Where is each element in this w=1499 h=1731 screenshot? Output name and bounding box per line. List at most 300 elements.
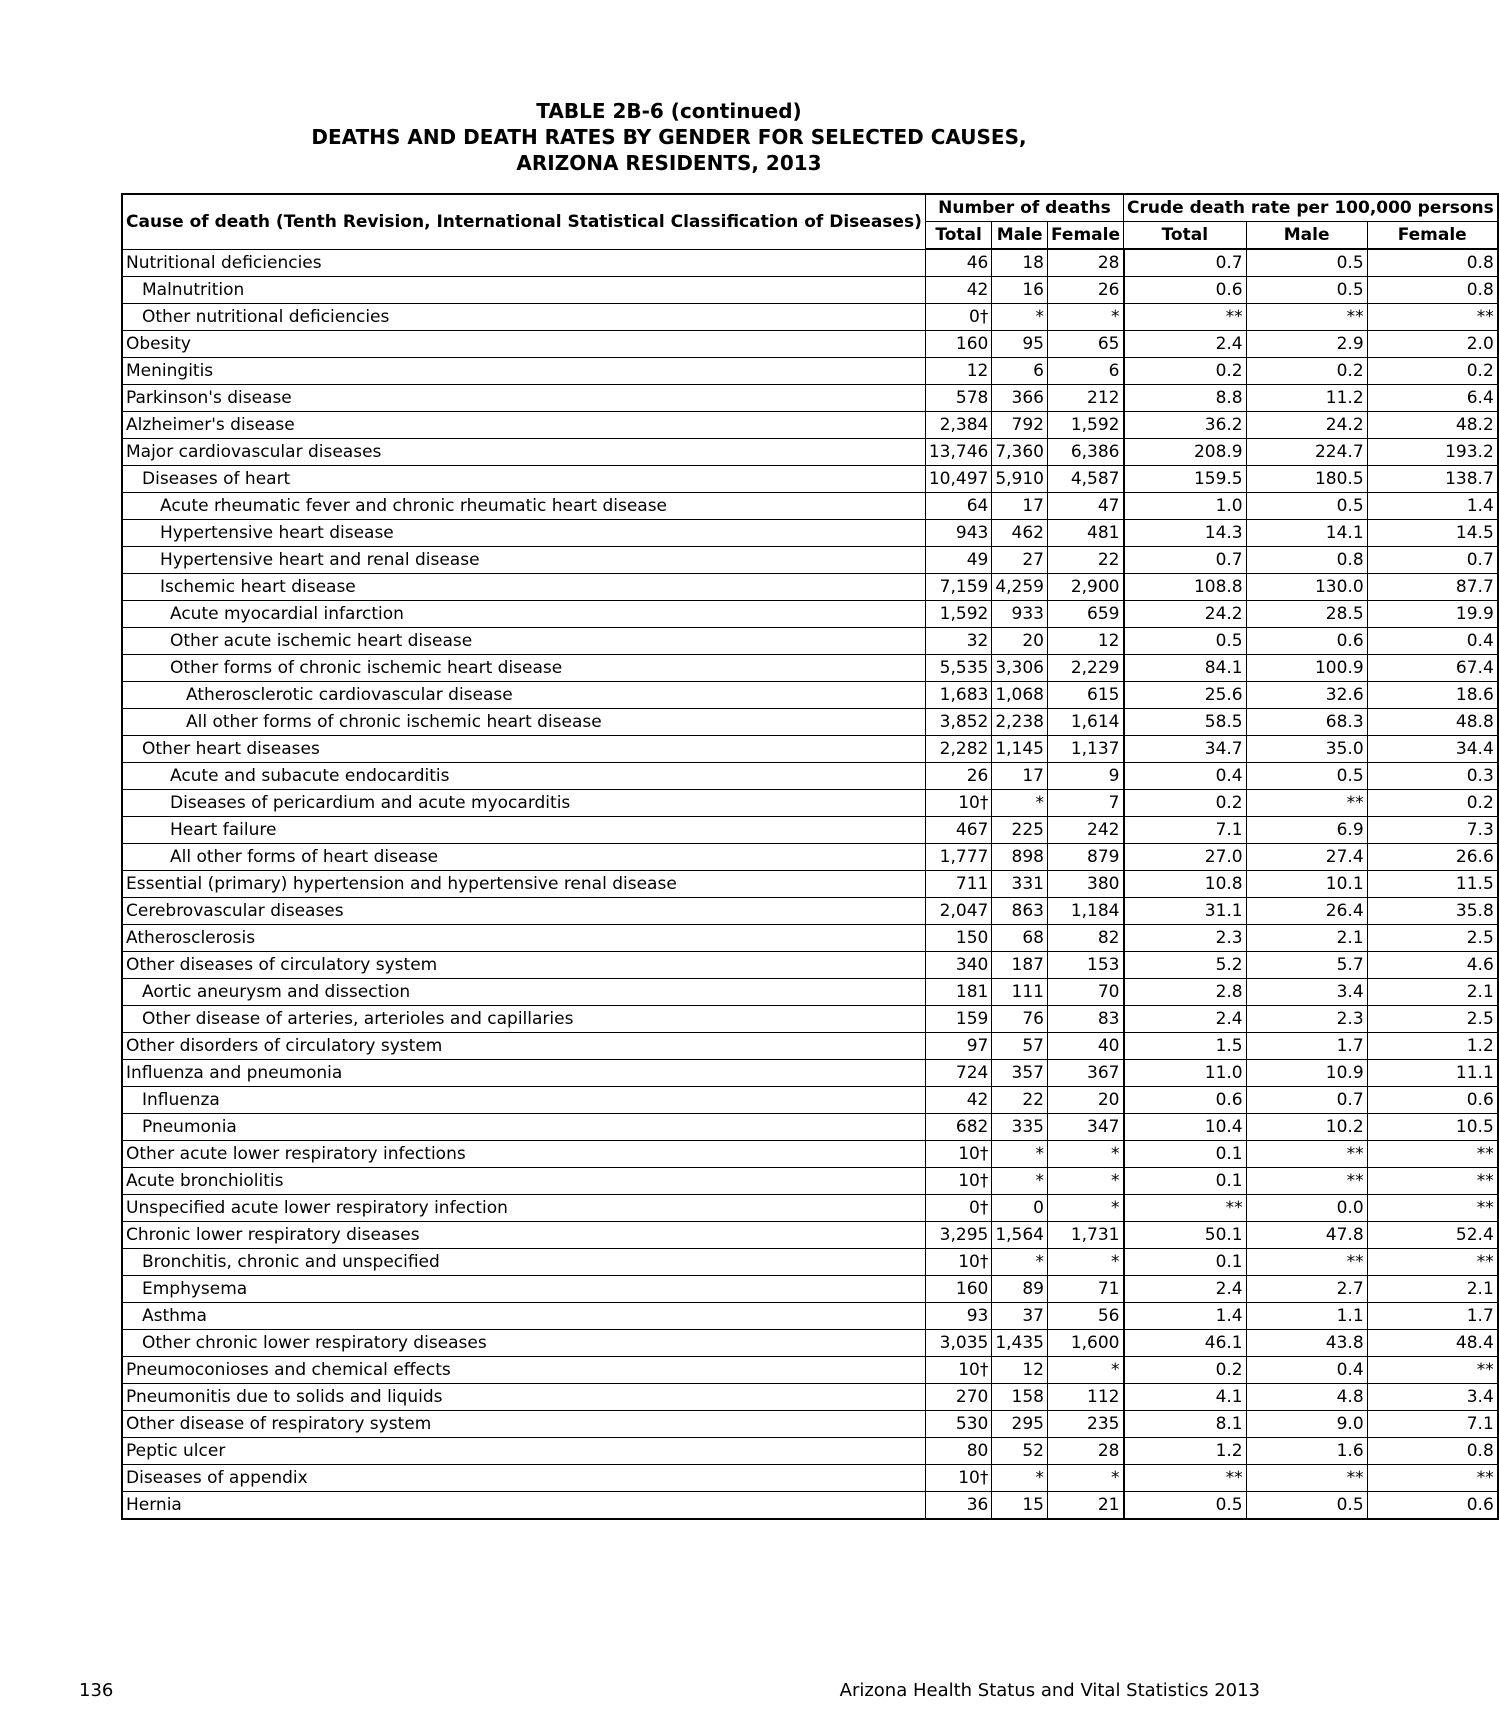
deaths-total-cell: 10† [925,1168,991,1195]
rate-total-cell: 25.6 [1124,682,1247,709]
cause-cell: Other disease of respiratory system [122,1411,925,1438]
deaths-female-cell: 28 [1048,249,1124,277]
rate-total-cell: 0.6 [1124,277,1247,304]
deaths-female-cell: 242 [1048,817,1124,844]
deaths-female-cell: 1,184 [1048,898,1124,925]
cause-cell: Emphysema [122,1276,925,1303]
cause-cell: Influenza [122,1087,925,1114]
rate-male-cell: 0.8 [1246,547,1367,574]
rate-total-cell: 108.8 [1124,574,1247,601]
rate-male-cell: 2.9 [1246,331,1367,358]
deaths-total-cell: 13,746 [925,439,991,466]
deaths-total-header: Total [925,222,991,250]
deaths-male-cell: 158 [992,1384,1048,1411]
table-row [122,574,1498,601]
rate-female-cell: 0.6 [1367,1492,1498,1520]
deaths-total-cell: 2,047 [925,898,991,925]
deaths-male-cell: 792 [992,412,1048,439]
rate-total-cell: 0.1 [1124,1168,1247,1195]
rate-female-cell: 1.2 [1367,1033,1498,1060]
deaths-male-cell: 57 [992,1033,1048,1060]
rate-female-cell: 2.1 [1367,1276,1498,1303]
table-row [122,628,1498,655]
rate-total-cell: 1.2 [1124,1438,1247,1465]
deaths-male-cell: 4,259 [992,574,1048,601]
deaths-male-cell: 22 [992,1087,1048,1114]
table-row [122,249,1498,277]
deaths-male-cell: 933 [992,601,1048,628]
deaths-male-cell: 3,306 [992,655,1048,682]
rate-female-cell: 138.7 [1367,466,1498,493]
cause-cell: Alzheimer's disease [122,412,925,439]
deaths-total-cell: 530 [925,1411,991,1438]
table-row [122,1222,1498,1249]
deaths-male-cell: 111 [992,979,1048,1006]
rate-total-cell: 4.1 [1124,1384,1247,1411]
rate-total-cell: 0.5 [1124,628,1247,655]
rate-female-cell: 0.6 [1367,1087,1498,1114]
deaths-total-cell: 10† [925,1465,991,1492]
deaths-female-cell: 70 [1048,979,1124,1006]
deaths-female-cell: 659 [1048,601,1124,628]
deaths-total-cell: 10† [925,1249,991,1276]
rate-female-cell: ** [1367,1168,1498,1195]
deaths-female-cell: 22 [1048,547,1124,574]
cause-cell: Other forms of chronic ischemic heart disease [122,655,925,682]
deaths-total-cell: 42 [925,1087,991,1114]
deaths-female-cell: * [1048,1249,1124,1276]
rate-total-cell: 1.0 [1124,493,1247,520]
rate-male-cell: 32.6 [1246,682,1367,709]
deaths-total-cell: 724 [925,1060,991,1087]
deaths-total-cell: 42 [925,277,991,304]
rate-male-cell: ** [1246,1168,1367,1195]
deaths-total-cell: 160 [925,331,991,358]
rate-total-cell: 0.2 [1124,1357,1247,1384]
rate-male-cell: 180.5 [1246,466,1367,493]
deaths-male-cell: 2,238 [992,709,1048,736]
table-row [122,979,1498,1006]
deaths-total-cell: 3,035 [925,1330,991,1357]
deaths-male-cell: 37 [992,1303,1048,1330]
rate-male-cell: ** [1246,304,1367,331]
table-row [122,736,1498,763]
cause-cell: Parkinson's disease [122,385,925,412]
rate-male-cell: 0.6 [1246,628,1367,655]
cause-cell: Unspecified acute lower respiratory infection [122,1195,925,1222]
deaths-female-cell: 6,386 [1048,439,1124,466]
table-row [122,790,1498,817]
deaths-total-cell: 160 [925,1276,991,1303]
deaths-female-cell: * [1048,1357,1124,1384]
deaths-total-cell: 7,159 [925,574,991,601]
table-row [122,1384,1498,1411]
deaths-male-cell: 12 [992,1357,1048,1384]
table-row [122,709,1498,736]
cause-cell: Aortic aneurysm and dissection [122,979,925,1006]
rate-total-cell: 1.4 [1124,1303,1247,1330]
deaths-female-cell: 40 [1048,1033,1124,1060]
rate-male-cell: 0.0 [1246,1195,1367,1222]
deaths-total-cell: 943 [925,520,991,547]
cause-cell: All other forms of heart disease [122,844,925,871]
table-row [122,682,1498,709]
rate-male-cell: 5.7 [1246,952,1367,979]
deaths-total-cell: 2,282 [925,736,991,763]
deaths-male-cell: * [992,1465,1048,1492]
rate-male-cell: 26.4 [1246,898,1367,925]
cause-cell: Other disorders of circulatory system [122,1033,925,1060]
deaths-female-cell: 82 [1048,925,1124,952]
rate-female-cell: 2.5 [1367,1006,1498,1033]
rate-female-cell: 2.1 [1367,979,1498,1006]
deaths-female-cell: 2,229 [1048,655,1124,682]
rate-female-cell: 11.1 [1367,1060,1498,1087]
rate-total-cell: 2.4 [1124,1006,1247,1033]
deaths-female-cell: 1,731 [1048,1222,1124,1249]
deaths-table [121,193,1499,1520]
rate-female-cell: 4.6 [1367,952,1498,979]
cause-cell: Pneumonitis due to solids and liquids [122,1384,925,1411]
table-row [122,844,1498,871]
rate-total-cell: 10.4 [1124,1114,1247,1141]
rate-female-cell: 0.2 [1367,358,1498,385]
cause-cell: All other forms of chronic ischemic heart disease [122,709,925,736]
cause-cell: Peptic ulcer [122,1438,925,1465]
rate-female-cell: 34.4 [1367,736,1498,763]
cause-cell: Asthma [122,1303,925,1330]
rate-male-cell: 10.2 [1246,1114,1367,1141]
deaths-male-cell: 357 [992,1060,1048,1087]
deaths-male-header: Male [992,222,1048,250]
rate-total-cell: 2.3 [1124,925,1247,952]
deaths-male-cell: 18 [992,249,1048,277]
deaths-male-cell: 6 [992,358,1048,385]
deaths-total-cell: 159 [925,1006,991,1033]
rate-male-cell: 2.1 [1246,925,1367,952]
cause-cell: Acute myocardial infarction [122,601,925,628]
cause-cell: Cerebrovascular diseases [122,898,925,925]
deaths-female-cell: 9 [1048,763,1124,790]
deaths-total-cell: 711 [925,871,991,898]
table-row [122,925,1498,952]
deaths-male-cell: 1,145 [992,736,1048,763]
cause-cell: Hypertensive heart disease [122,520,925,547]
table-row [122,1141,1498,1168]
table-row [122,898,1498,925]
cause-cell: Meningitis [122,358,925,385]
rate-female-cell: 11.5 [1367,871,1498,898]
deaths-female-cell: 481 [1048,520,1124,547]
table-row [122,1006,1498,1033]
cause-cell: Diseases of heart [122,466,925,493]
cause-cell: Atherosclerotic cardiovascular disease [122,682,925,709]
cause-cell: Essential (primary) hypertension and hypertensive renal disease [122,871,925,898]
deaths-total-cell: 3,295 [925,1222,991,1249]
rate-female-cell: 0.3 [1367,763,1498,790]
table-row [122,385,1498,412]
cause-cell: Other chronic lower respiratory diseases [122,1330,925,1357]
deaths-total-cell: 2,384 [925,412,991,439]
rate-male-cell: ** [1246,1141,1367,1168]
deaths-female-cell: 2,900 [1048,574,1124,601]
rate-male-cell: 0.5 [1246,763,1367,790]
deaths-male-cell: 17 [992,763,1048,790]
table-row [122,331,1498,358]
deaths-female-cell: 83 [1048,1006,1124,1033]
table-row [122,1303,1498,1330]
table-row [122,466,1498,493]
deaths-female-cell: 615 [1048,682,1124,709]
rate-male-cell: 0.2 [1246,358,1367,385]
rate-female-header: Female [1367,222,1498,250]
deaths-female-cell: 47 [1048,493,1124,520]
table-row [122,547,1498,574]
number-of-deaths-header: Number of deaths [925,194,1123,222]
rate-total-cell: 0.2 [1124,790,1247,817]
table-row [122,1465,1498,1492]
rate-female-cell: 35.8 [1367,898,1498,925]
deaths-female-cell: * [1048,1141,1124,1168]
deaths-male-cell: 16 [992,277,1048,304]
deaths-total-cell: 10† [925,1357,991,1384]
cause-cell: Influenza and pneumonia [122,1060,925,1087]
rate-male-cell: 9.0 [1246,1411,1367,1438]
rate-male-cell: 27.4 [1246,844,1367,871]
cause-cell: Heart failure [122,817,925,844]
deaths-male-cell: 462 [992,520,1048,547]
deaths-male-cell: * [992,1168,1048,1195]
deaths-male-cell: 76 [992,1006,1048,1033]
deaths-male-cell: 1,435 [992,1330,1048,1357]
table-row [122,655,1498,682]
table-row [122,601,1498,628]
title-line-3: ARIZONA RESIDENTS, 2013 [516,151,822,175]
table-row [122,763,1498,790]
rate-total-cell: 27.0 [1124,844,1247,871]
rate-female-cell: 52.4 [1367,1222,1498,1249]
deaths-male-cell: 95 [992,331,1048,358]
rate-total-cell: 31.1 [1124,898,1247,925]
table-row [122,817,1498,844]
deaths-male-cell: 1,068 [992,682,1048,709]
deaths-total-cell: 340 [925,952,991,979]
rate-total-cell: 0.2 [1124,358,1247,385]
rate-male-cell: 2.3 [1246,1006,1367,1033]
deaths-female-cell: 6 [1048,358,1124,385]
cause-cell: Diseases of appendix [122,1465,925,1492]
rate-female-cell: ** [1367,1195,1498,1222]
deaths-female-cell: * [1048,1195,1124,1222]
table-row [122,1060,1498,1087]
deaths-male-cell: 68 [992,925,1048,952]
table-row [122,1114,1498,1141]
cause-cell: Other nutritional deficiencies [122,304,925,331]
rate-female-cell: 1.7 [1367,1303,1498,1330]
deaths-male-cell: 331 [992,871,1048,898]
table-title [0,98,1338,176]
deaths-total-cell: 181 [925,979,991,1006]
cause-cell: Obesity [122,331,925,358]
rate-female-cell: 7.1 [1367,1411,1498,1438]
deaths-male-cell: * [992,790,1048,817]
cause-cell: Other disease of arteries, arterioles and capillaries [122,1006,925,1033]
deaths-total-cell: 10† [925,790,991,817]
rate-total-cell: 0.1 [1124,1249,1247,1276]
table-row [122,1033,1498,1060]
cause-cell: Pneumonia [122,1114,925,1141]
rate-male-cell: 28.5 [1246,601,1367,628]
rate-female-cell: 10.5 [1367,1114,1498,1141]
deaths-female-cell: 153 [1048,952,1124,979]
deaths-male-cell: 863 [992,898,1048,925]
deaths-total-cell: 270 [925,1384,991,1411]
cause-cell: Other acute lower respiratory infections [122,1141,925,1168]
rate-total-cell: 2.4 [1124,331,1247,358]
table-row [122,1087,1498,1114]
deaths-male-cell: 27 [992,547,1048,574]
deaths-total-cell: 5,535 [925,655,991,682]
rate-male-cell: 100.9 [1246,655,1367,682]
deaths-female-cell: 56 [1048,1303,1124,1330]
rate-female-cell: ** [1367,304,1498,331]
rate-male-cell: 10.1 [1246,871,1367,898]
title-line-1: TABLE 2B-6 (continued) [536,99,802,123]
rate-female-cell: 0.8 [1367,277,1498,304]
deaths-female-cell: * [1048,1465,1124,1492]
rate-male-cell: 0.7 [1246,1087,1367,1114]
cause-cell: Other heart diseases [122,736,925,763]
deaths-male-cell: 52 [992,1438,1048,1465]
rate-female-cell: 19.9 [1367,601,1498,628]
deaths-female-cell: 26 [1048,277,1124,304]
table-row [122,304,1498,331]
rate-male-cell: 43.8 [1246,1330,1367,1357]
deaths-male-cell: * [992,304,1048,331]
deaths-male-cell: 187 [992,952,1048,979]
rate-female-cell: 7.3 [1367,817,1498,844]
rate-male-cell: 0.5 [1246,493,1367,520]
rate-male-cell: 10.9 [1246,1060,1367,1087]
deaths-male-cell: 89 [992,1276,1048,1303]
deaths-female-cell: 1,592 [1048,412,1124,439]
rate-female-cell: ** [1367,1357,1498,1384]
rate-male-cell: 24.2 [1246,412,1367,439]
rate-male-cell: 47.8 [1246,1222,1367,1249]
death-rate-header: Crude death rate per 100,000 persons [1124,194,1498,222]
rate-male-cell: 1.6 [1246,1438,1367,1465]
table-body [122,249,1498,1519]
deaths-total-cell: 1,683 [925,682,991,709]
rate-male-cell: 68.3 [1246,709,1367,736]
rate-male-cell: 130.0 [1246,574,1367,601]
rate-total-cell: 11.0 [1124,1060,1247,1087]
deaths-total-cell: 93 [925,1303,991,1330]
deaths-total-cell: 97 [925,1033,991,1060]
deaths-total-cell: 1,592 [925,601,991,628]
table-row [122,412,1498,439]
deaths-total-cell: 0† [925,304,991,331]
title-line-2: DEATHS AND DEATH RATES BY GENDER FOR SELECTED CAUSES, [311,125,1027,149]
deaths-male-cell: 295 [992,1411,1048,1438]
deaths-total-cell: 80 [925,1438,991,1465]
deaths-total-cell: 3,852 [925,709,991,736]
deaths-male-cell: 17 [992,493,1048,520]
rate-male-cell: ** [1246,1465,1367,1492]
deaths-male-cell: 5,910 [992,466,1048,493]
rate-total-cell: 10.8 [1124,871,1247,898]
rate-total-cell: 34.7 [1124,736,1247,763]
rate-female-cell: 48.8 [1367,709,1498,736]
rate-female-cell: 18.6 [1367,682,1498,709]
rate-total-cell: 0.1 [1124,1141,1247,1168]
deaths-female-cell: 28 [1048,1438,1124,1465]
rate-female-cell: 0.7 [1367,547,1498,574]
deaths-female-cell: 380 [1048,871,1124,898]
rate-total-cell: 46.1 [1124,1330,1247,1357]
rate-male-cell: 11.2 [1246,385,1367,412]
publication-title: Arizona Health Status and Vital Statistics 2013 [839,1680,1260,1701]
rate-male-header: Male [1246,222,1367,250]
rate-total-cell: 159.5 [1124,466,1247,493]
deaths-total-cell: 150 [925,925,991,952]
rate-female-cell: 67.4 [1367,655,1498,682]
rate-female-cell: 0.8 [1367,249,1498,277]
deaths-total-cell: 26 [925,763,991,790]
rate-total-cell: 0.7 [1124,547,1247,574]
rate-female-cell: 2.0 [1367,331,1498,358]
deaths-total-cell: 12 [925,358,991,385]
cause-column-header: Cause of death (Tenth Revision, International Statistical Classification of Diseases) [122,194,925,249]
deaths-female-cell: 1,600 [1048,1330,1124,1357]
deaths-female-cell: 1,614 [1048,709,1124,736]
rate-total-cell: 0.5 [1124,1492,1247,1520]
rate-male-cell: 224.7 [1246,439,1367,466]
deaths-female-cell: 7 [1048,790,1124,817]
deaths-total-cell: 10,497 [925,466,991,493]
rate-male-cell: 35.0 [1246,736,1367,763]
deaths-total-cell: 1,777 [925,844,991,871]
rate-total-cell: ** [1124,1195,1247,1222]
cause-cell: Chronic lower respiratory diseases [122,1222,925,1249]
rate-total-cell: 208.9 [1124,439,1247,466]
deaths-female-cell: 21 [1048,1492,1124,1520]
rate-female-cell: 193.2 [1367,439,1498,466]
deaths-male-cell: 225 [992,817,1048,844]
deaths-total-cell: 578 [925,385,991,412]
rate-male-cell: ** [1246,790,1367,817]
cause-cell: Atherosclerosis [122,925,925,952]
deaths-male-cell: * [992,1141,1048,1168]
table-row [122,358,1498,385]
deaths-female-cell: 112 [1048,1384,1124,1411]
deaths-female-cell: 367 [1048,1060,1124,1087]
rate-female-cell: ** [1367,1141,1498,1168]
rate-male-cell: 6.9 [1246,817,1367,844]
rate-male-cell: 3.4 [1246,979,1367,1006]
deaths-total-cell: 467 [925,817,991,844]
rate-female-cell: 14.5 [1367,520,1498,547]
deaths-total-cell: 10† [925,1141,991,1168]
rate-female-cell: 3.4 [1367,1384,1498,1411]
deaths-male-cell: 898 [992,844,1048,871]
rate-total-cell: 50.1 [1124,1222,1247,1249]
deaths-female-cell: 347 [1048,1114,1124,1141]
table-row [122,1357,1498,1384]
cause-cell: Other acute ischemic heart disease [122,628,925,655]
rate-female-cell: 0.2 [1367,790,1498,817]
rate-female-cell: 0.4 [1367,628,1498,655]
